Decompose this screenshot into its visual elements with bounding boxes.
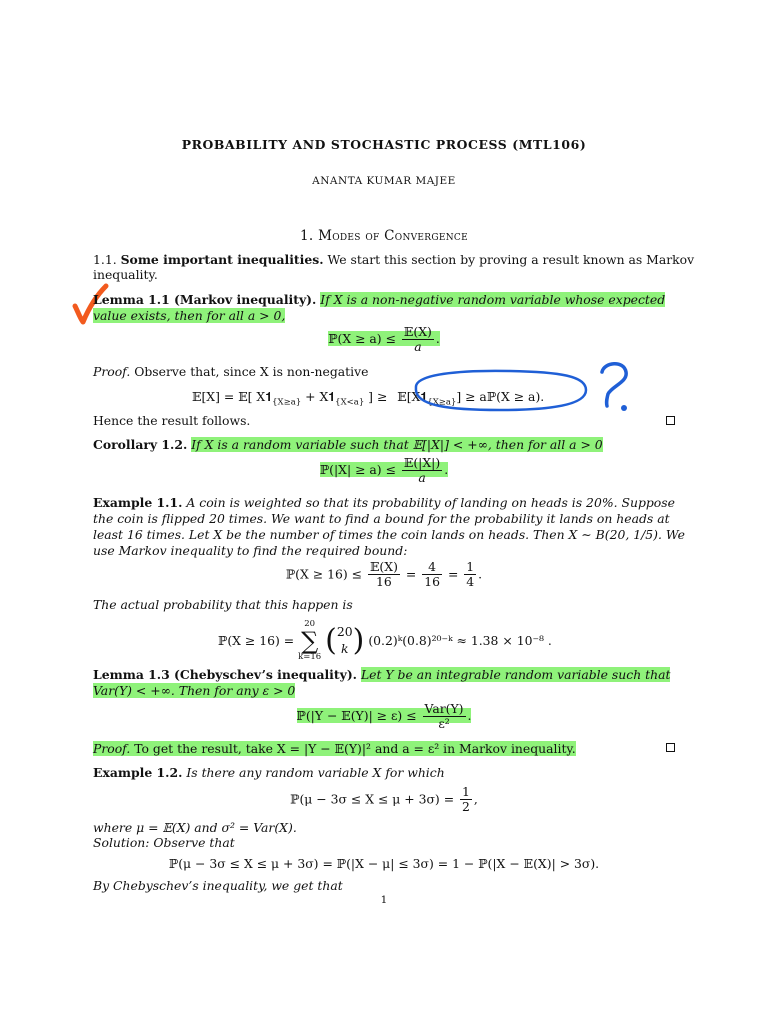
proof-boxed-sub: {X≥a} — [427, 397, 457, 408]
corollary-formula-end: . — [444, 462, 449, 478]
chebyschev-formula-highlight — [296, 701, 472, 732]
example-1-1-line4: use Markov inequality to find the required bound: — [93, 543, 408, 558]
lemma-1-1-statement: If X is a non-negative random variable whose expected — [320, 292, 666, 307]
lemma-1-3-line2-wrap — [93, 683, 295, 699]
lemma-1-3-statement: Let Y be an integrable random variable such that — [360, 667, 671, 682]
example-1-1-line2: the coin is flipped 20 times. We want to find a bound for the probability it lands on heads at — [93, 511, 670, 526]
proof-eq-left: 𝔼[X] = 𝔼[ X𝟏 — [192, 389, 273, 404]
proof-boxed-b: ] ≥ aℙ(X ≥ a). — [456, 389, 545, 404]
bound-fraction-2 — [422, 560, 442, 590]
binom-top: 20 — [336, 624, 353, 640]
proof-boxed-a: 𝔼[X𝟏 — [397, 389, 428, 404]
markov-formula — [0, 325, 768, 355]
lemma-1-1-line2-wrap — [93, 308, 285, 324]
example-1-2-eq-end: , — [473, 791, 478, 807]
corollary-fraction — [402, 456, 442, 486]
bound-f1-num: 𝔼(X) — [369, 559, 398, 574]
example-1-2-question: Is there any random variable X for which — [186, 765, 445, 780]
example-1-1-actual: The actual probability that this happen is — [93, 597, 353, 612]
corollary-1-2 — [93, 437, 603, 453]
example-1-1 — [93, 495, 675, 511]
proof-1-conclusion: Hence the result follows. — [93, 413, 251, 428]
exact-lhs: ℙ(X ≥ 16) = — [218, 632, 295, 648]
proof-2 — [93, 741, 576, 757]
example-1-1-line3: least 16 times. Let X be the number of times the coin lands on heads. Then X ∼ B(20, 1/5). We — [93, 527, 685, 542]
subsection-intro — [93, 252, 694, 268]
proof-1 — [93, 364, 368, 380]
corollary-formula-lhs: ℙ(|X| ≥ a) ≤ — [319, 462, 396, 478]
corollary-label: Corollary 1.2. — [93, 437, 188, 452]
bound-f2-num: 4 — [422, 560, 442, 575]
markov-formula-end: . — [435, 331, 440, 347]
example-1-2-fraction — [460, 785, 472, 815]
bound-f3-num: 1 — [466, 559, 475, 574]
subsection-intro-line1: We start this section by proving a result known as Markov — [327, 252, 695, 267]
bound-f3-den: 4 — [466, 574, 475, 590]
example-1-2-equation — [0, 785, 768, 815]
sum-sign: ∑ — [301, 626, 319, 655]
example-1-1-exact-probability — [218, 620, 552, 661]
lemma-1-3 — [93, 667, 670, 683]
example-1-1-line1: A coin is weighted so that its probability of landing on heads is 20%. Suppose — [186, 495, 675, 510]
chebyschev-formula — [0, 702, 768, 732]
proof-2-label: Proof. — [93, 741, 131, 756]
paper-title: PROBABILITY AND STOCHASTIC PROCESS (MTL106) — [181, 137, 587, 152]
example-1-2-by-chebyschev: By Chebyschev’s inequality, we get that — [93, 878, 343, 893]
paper-author: ANANTA KUMAR MAJEE — [312, 175, 456, 187]
page-number: 1 — [380, 894, 388, 906]
lemma-1-1-statement-2: value exists, then for all a > 0, — [93, 308, 286, 323]
corollary-denominator: a — [418, 470, 426, 486]
proof-eq-sub2: {X<a} — [335, 397, 365, 408]
corollary-statement: If X is a random variable such that 𝔼[|X|] < +∞, then for all a > 0 — [191, 437, 603, 452]
chebyschev-denominator: ε² — [438, 716, 450, 732]
corollary-formula — [0, 456, 768, 486]
binom-paren-right: ) — [352, 622, 365, 658]
lemma-1-1 — [93, 292, 665, 308]
chebyschev-lhs: ℙ(|Y − 𝔼(Y)| ≥ ε) ≤ — [296, 708, 417, 724]
example-1-2-observation: ℙ(μ − 3σ ≤ X ≤ μ + 3σ) = ℙ(|X − μ| ≤ 3σ) = 1 − ℙ(|X − 𝔼(X)| > 3σ). — [168, 856, 600, 871]
proof-eq-sub1: {X≥a} — [272, 397, 302, 408]
bound-f1-den: 16 — [376, 574, 392, 590]
markov-denominator: a — [414, 339, 422, 355]
equals-sign: = — [405, 566, 417, 582]
example-1-2-den: 2 — [462, 799, 470, 815]
qed-symbol — [666, 416, 675, 425]
lemma-1-3-statement-2: Var(Y) < +∞. Then for any ε > 0 — [93, 683, 296, 698]
example-1-2-num: 1 — [462, 784, 470, 799]
bound-fraction-3 — [464, 560, 476, 590]
subsection-number: 1.1. — [93, 252, 117, 267]
markov-numerator: 𝔼(X) — [403, 324, 432, 339]
corollary-numerator: 𝔼(|X|) — [403, 455, 441, 470]
proof-eq-right: ] ≥ — [364, 389, 388, 404]
example-1-2-where: where μ = 𝔼(X) and σ² = Var(X). — [93, 820, 297, 835]
markov-formula-lhs: ℙ(X ≥ a) ≤ — [328, 331, 396, 347]
chebyschev-formula-end: . — [467, 708, 472, 724]
chebyschev-fraction — [423, 702, 466, 732]
proof-eq-mid: + X𝟏 — [301, 389, 336, 404]
corollary-formula-highlight — [319, 455, 449, 486]
bound-fraction-1 — [368, 560, 400, 590]
binom-paren-left: ( — [325, 622, 337, 658]
binomial — [337, 624, 353, 656]
example-1-2-label: Example 1.2. — [93, 765, 183, 780]
lemma-1-1-label: Lemma 1.1 (Markov inequality). — [93, 292, 317, 307]
bound-f2-den: 16 — [424, 574, 440, 590]
proof-2-highlight — [93, 741, 576, 756]
markov-formula-highlight — [328, 324, 440, 355]
proof-1-text: Observe that, since X is non-negative — [134, 364, 369, 379]
proof-2-text: To get the result, take X = |Y − 𝔼(Y)|² and a = ε² in Markov inequality. — [134, 741, 576, 756]
section-heading: 1. Modes of Convergence — [300, 228, 468, 244]
sum-lower-limit: k=16 — [298, 651, 322, 662]
example-1-2-eq-lhs: ℙ(μ − 3σ ≤ X ≤ μ + 3σ) = — [290, 791, 455, 807]
example-1-2-solution: Solution: Observe that — [93, 835, 235, 850]
subsection-intro-line2: inequality. — [93, 267, 158, 282]
chebyschev-numerator: Var(Y) — [424, 701, 464, 716]
qed-symbol-2 — [666, 743, 675, 752]
subsection-title: Some important inequalities. — [120, 252, 324, 267]
bound-lhs: ℙ(X ≥ 16) ≤ — [285, 566, 363, 582]
markov-fraction — [402, 325, 434, 355]
example-1-1-markov-bound: ℙ(X ≥ 16) ≤ $\frac{\text{𝔼(X)}}{16}$ = $\frac{4}{16}$ = $\frac{1}{4}$ . — [285, 559, 483, 590]
example-1-2 — [93, 765, 445, 781]
summation — [298, 620, 321, 661]
proof-1-label: Proof. — [93, 364, 131, 379]
example-1-1-label: Example 1.1. — [93, 495, 183, 510]
sum-upper-limit: 20 — [304, 619, 316, 629]
question-mark-icon — [590, 358, 640, 418]
exact-rhs: (0.2)ᵏ(0.8)²⁰⁻ᵏ ≈ 1.38 × 10⁻⁸ . — [368, 632, 552, 648]
lemma-1-3-label: Lemma 1.3 (Chebyschev’s inequality). — [93, 667, 357, 682]
binom-bottom: k — [341, 640, 349, 656]
equals-sign-2: = — [447, 566, 459, 582]
